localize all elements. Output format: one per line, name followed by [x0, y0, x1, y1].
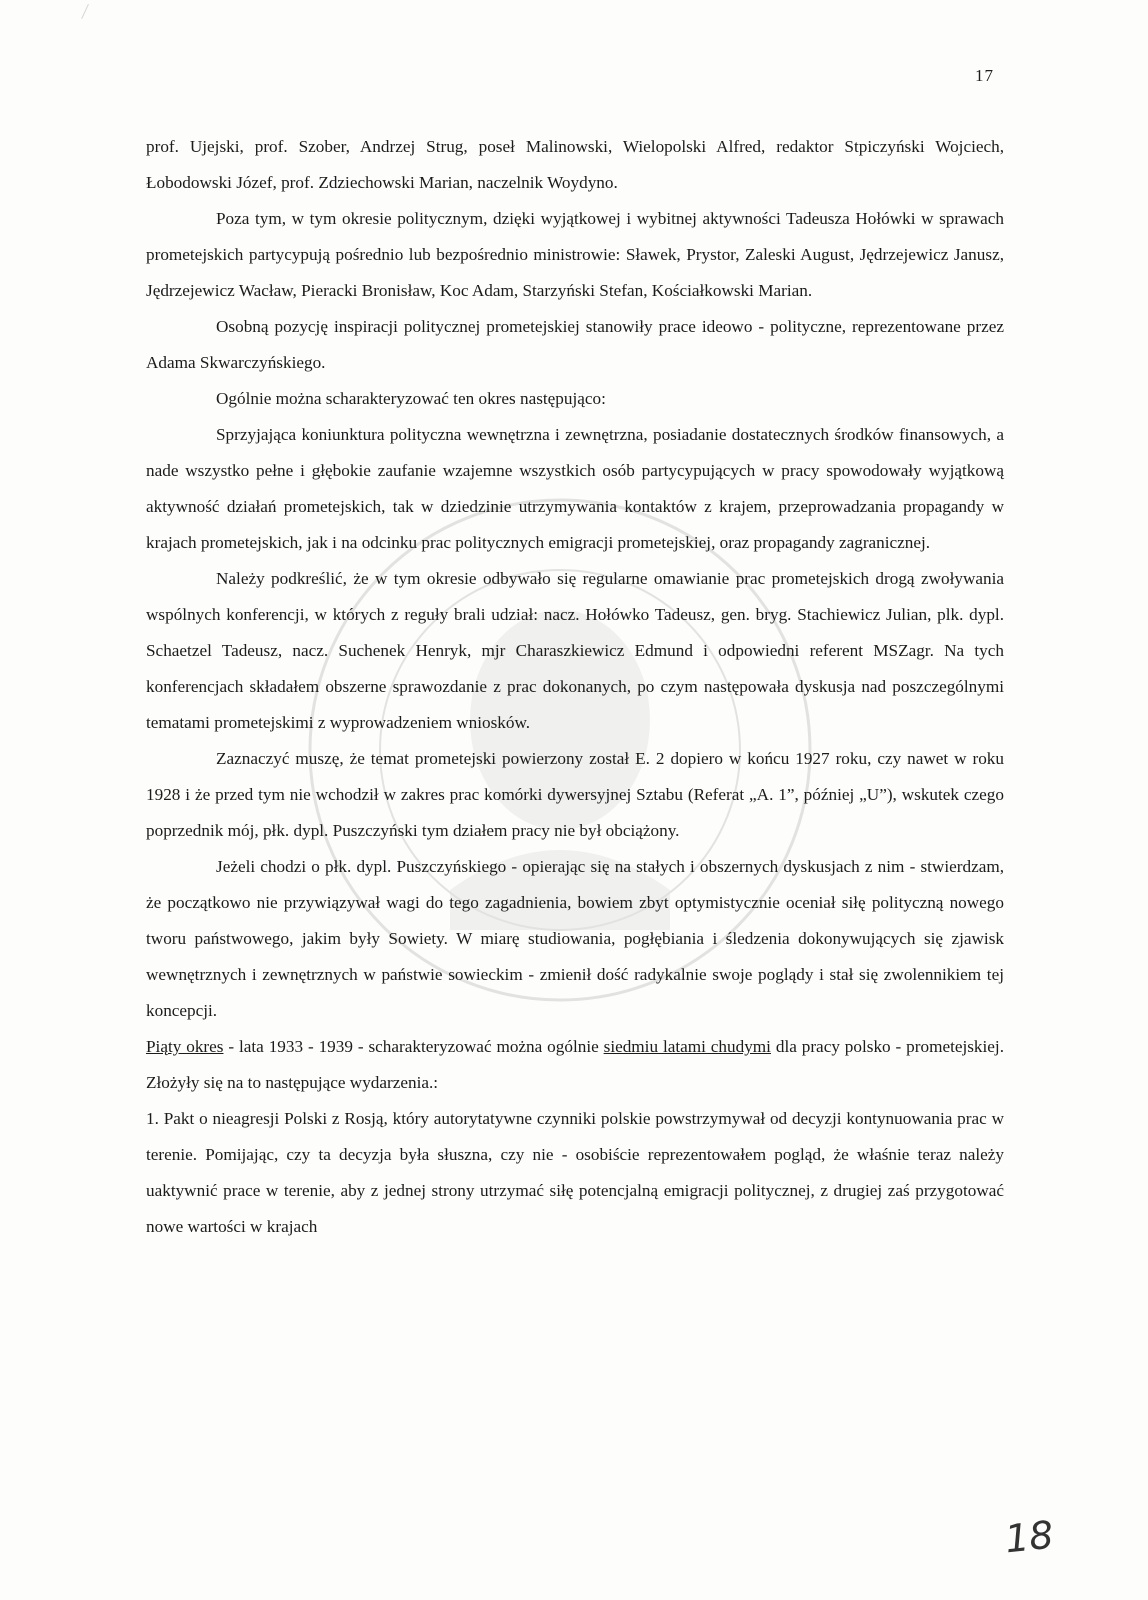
paragraph-4: Ogólnie można scharakteryzować ten okres następująco: — [216, 389, 606, 408]
page-number: 17 — [975, 66, 994, 85]
paragraph-3: Osobną pozycję inspiracji politycznej prometejskiej stanowiły prace ideowo - polityczne, reprezentowane przez Adama Skwarczyńskiego. — [146, 317, 1004, 372]
paragraph-9 — [146, 1029, 1004, 1101]
paragraph-9-text-a: - lata 1933 - 1939 - scharakteryzować można ogólnie — [223, 1037, 604, 1056]
paragraph-8: Jeżeli chodzi o płk. dypl. Puszczyńskiego - opierając się na stałych i obszernych dyskusjach z nim - stwierdzam, że początkowo nie przywiązywał wagi do tego zagadnienia, bowiem zbyt optymistycznie oceniał siłę polityczną nowego tworu państwowego, jakim były Sowiety. W miarę studiowania, pogłębiania i śledzenia dokonywujących się zjawisk wewnętrznych i zewnętrznych w państwie sowieckim - zmienił dość radykalnie swoje poglądy i stał się zwolennikiem tej koncepcji. — [146, 857, 1004, 1020]
handwritten-page-number: 18 — [1002, 1512, 1056, 1562]
paragraph-7: Zaznaczyć muszę, że temat prometejski powierzony został E. 2 dopiero w końcu 1927 roku, czy nawet w roku 1928 i że przed tym nie wchodził w zakres prac komórki dywersyjnej Sztabu (Referat „A. 1”, później „U”), wskutek czego poprzednik mój, płk. dypl. Puszczyński tym działem pracy nie był obciążony. — [146, 749, 1004, 840]
scan-mark — [81, 4, 100, 24]
paragraph-2: Poza tym, w tym okresie politycznym, dzięki wyjątkowej i wybitnej aktywności Tadeusza Hołówki w sprawach prometejskich partycypują pośrednio lub bezpośrednio ministrowie: Sławek, Prystor, Zaleski August, Jędrzejewicz Janusz, Jędrzejewicz Wacław, Pieracki Bronisław, Koc Adam, Starzyński Stefan, Kościałkowski Marian. — [146, 209, 1004, 300]
paragraph-5: Sprzyjająca koniunktura polityczna wewnętrzna i zewnętrzna, posiadanie dostatecznych środków finansowych, a nade wszystko pełne i głębokie zaufanie wzajemne wszystkich osób partycypujących w pracy spowodowały wyjątkową aktywność działań prometejskich, tak w dziedzinie utrzymywania kontaktów z krajem, przeprowadzania propagandy w krajach prometejskich, jak i na odcinku prac politycznych emigracji prometejskiej, oraz propagandy zagranicznej. — [146, 425, 1004, 552]
body-text — [146, 129, 1004, 1245]
lean-years-phrase: siedmiu latami chudymi — [603, 1037, 771, 1056]
paragraph-1: prof. Ujejski, prof. Szober, Andrzej Strug, poseł Malinowski, Wielopolski Alfred, redaktor Stpiczyński Wojciech, Łobodowski Józef, prof. Zdziechowski Marian, naczelnik Woydyno. — [146, 137, 1004, 192]
period-heading: Piąty okres — [146, 1037, 224, 1056]
paragraph-6: Należy podkreślić, że w tym okresie odbywało się regularne omawianie prac prometejskich drogą zwoływania wspólnych konferencji, w których z reguły brali udział: nacz. Hołówko Tadeusz, gen. bryg. Stachiewicz Julian, plk. dypl. Schaetzel Tadeusz, nacz. Suchenek Henryk, mjr Charaszkiewicz Edmund i odpowiedni referent MSZagr. Na tych konferencjach składałem obszerne sprawozdanie z prac dokonanych, po czym następowała dyskusja nad poszczególnymi tematami prometejskimi z wyprowadzeniem wniosków. — [146, 569, 1004, 732]
paragraph-10: 1. Pakt o nieagresji Polski z Rosją, który autorytatywne czynniki polskie powstrzymywał od decyzji kontynuowania prac w terenie. Pomijając, czy ta decyzja była słuszna, czy nie - osobiście reprezentowałem pogląd, że właśnie teraz należy uaktywnić prace w terenie, aby z jednej strony utrzymać siłę potencjalną emigracji politycznej, z drugiej zaś przygotować nowe wartości w krajach — [146, 1109, 1004, 1236]
paragraph-9-text-b: dla pracy polsko - prometejskiej. Złożyły się na to następujące wydarzenia.: — [146, 1037, 1005, 1092]
